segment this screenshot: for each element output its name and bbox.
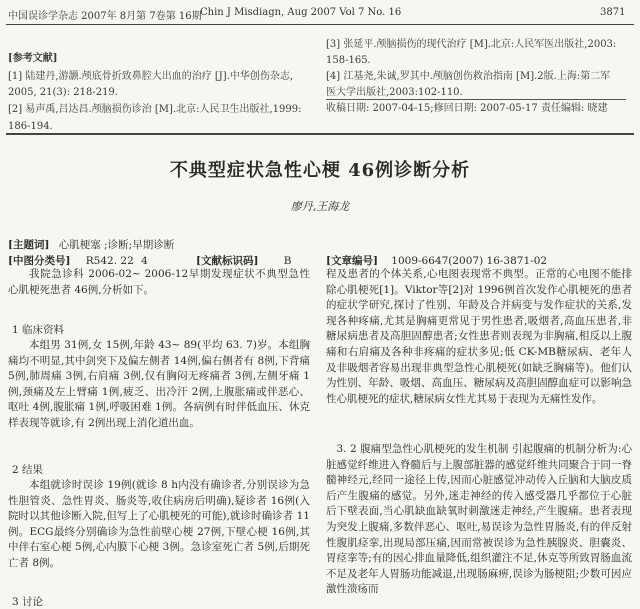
reference-4-cont: 医大学出版社,2003:102-110. (326, 87, 463, 98)
keywords-label: [主题词] (8, 239, 50, 251)
journal-header-left: 中国误诊学杂志 2007年 8月第 7卷第 16期 (8, 11, 202, 22)
journal-header-center: Chin J Misdiagn, Aug 2007 Vol 7 No. 16 (200, 7, 402, 18)
reference-2: [2] 易声禹,吕达昌.颅脑损伤诊治 [M].北京:人民卫生出版社,1999: (8, 104, 302, 115)
intro-paragraph: 我院急诊科 2006-02~ 2006-12早期发现症状不典型急性心肌梗死患者 46例,分析如下。 (8, 268, 310, 296)
section-2-body: 本组就诊时误诊 19例(就诊 8 h内没有确诊者,分别误诊为急性胆管炎、急性胃炎、肠炎等,收住病房后明确),疑诊者 16例(入院时以其他诊断入院,但写上了心肌梗死的可能),就诊时确诊者 11例。ECG最终分别确诊为急性前壁心梗 27例,下壁心梗 16例,其中伴右室心梗 5例,心内膜下心梗 3例。急诊室死亡者 5例,后期死亡者 8例。 (8, 479, 310, 569)
keywords-row (8, 237, 174, 252)
reference-1: [1] 陆建丹,游灏.颅底骨折致鼻腔大出血的治疗 [J].中华创伤杂志, (8, 71, 294, 82)
section-2-title: 2 结果 (12, 464, 44, 476)
clc-value: R542. 22 (85, 255, 134, 267)
section-1-body: 本组男 31例,女 15例,年龄 43~ 89(平均 63. 7)岁。本组胸痛均不明显,其中剑突下及偏左侧者 14例,偏右侧者有 8例,下背痛 5例,肺周痛 3例,右肩痛 3例,仅有胸闷无疼痛者 3例,左侧牙痛 1例,颈痛及左上臂痛 1例,疲乏、出冷汗 2例,上腹胀痛或伴恶心、呕吐 4例,腹胀痛 1例,呼吸困难 1例。各病例有时伴低血压、休克样表现等就诊,有 2例出现上消化道出血。 (8, 339, 310, 429)
clc-row (8, 253, 148, 268)
article-number-value: 1009-6647(2007) 16-3871-02 (391, 255, 548, 267)
article-number-label: [文章编号] (326, 255, 378, 267)
clc-label: [中图分类号] (8, 255, 71, 267)
discussion-paragraph-1: 程及患者的个体关系,心电图表现常不典型。正常的心电图不能排除心肌梗死[1]。Viktor等[2]对 1996例首次发作心肌梗死的患者的症状学研究,探讨了性别、年龄及合并病变与发作症状的关系,发现各种疼痛,尤其是胸痛更常见于男性患者,吸烟者,高血压患者,非糖尿病患者及高胆固醇患者;女性患者则表现为非胸痛,相反以上腹痛和右肩痛及各种非疼痛的症状多见;低 CK-MB糖尿病、老年人及非吸烟者容易出现非典型急性心肌梗死(如缺乏胸痛等)。他们认为性别、年龄、吸烟、高血压、糖尿病及高胆固醇血症可以影响急性心肌梗死的症状,糖尿病女性尤其易于表现为无痛性发作。 (326, 268, 632, 405)
doc-code-label: [文献标识码] (196, 255, 259, 267)
section-3-title: 3 讨论 (12, 596, 44, 608)
header-rule (6, 24, 634, 25)
discussion-paragraph-2: 3. 2 腹痛型急性心肌梗死的发生机制 引起腹痛的机制分析为:心脏感觉纤维进入脊髓后与上腹部脏器的感觉纤维共同聚合于同一脊髓神经元,经同一途径上传,因而心脏感觉冲动传入丘脑和大脑皮质后产生腹痛的感觉。另外,迷走神经的传入感受器几乎都位于心脏后下壁表面,当心肌缺血缺氧时刺激迷走神经,产生腹痛。患者表现为突发上腹痛,多数伴恶心、呕吐,易误诊为急性胃肠炎,有的伴反射性腹肌痉挛,出现局部压痛,因而常被误诊为急性胰腺炎、胆囊炎、胃痉挛等;有的因心排血量降低,组织灌注不足,休克等所致胃肠血流不足及老年人胃肠功能减退,出现肠麻痹,误诊为肠梗阻;少数可因应激性溃疡而 (326, 443, 632, 596)
reference-3-cont: 158-165. (326, 55, 371, 66)
doc-code-value: B (283, 255, 292, 267)
article-separator (6, 133, 634, 135)
reference-4: [4] 江基尧,朱诚,罗其中.颅脑创伤救治指南 [M].2版.上海:第二军 (326, 71, 611, 82)
section-1-title: 1 临床资料 (12, 324, 65, 336)
page-number: 3871 (600, 7, 626, 18)
keywords-value: 心肌梗塞 ;诊断;早期诊断 (58, 239, 175, 251)
reference-3: [3] 张延平.颅脑损伤的现代治疗 [M].北京:人民军医出版社,2003: (326, 39, 617, 50)
article-authors: 廖丹,王海龙 (290, 200, 350, 213)
reference-1-cont: 2005, 21(3): 218-219. (8, 87, 118, 98)
article-number-row (326, 253, 547, 268)
received-rule (326, 99, 626, 100)
article-title: 不典型症状急性心梗 46例诊断分析 (169, 160, 471, 181)
clc-number: 4 (141, 255, 148, 267)
reference-2-cont: 186-194. (8, 121, 53, 132)
received-info: 收稿日期: 2007-04-15;修回日期: 2007-05-17 责任编辑: 晓建 (326, 103, 608, 114)
doc-code-row (196, 253, 292, 268)
references-heading: [参考文献] (8, 53, 58, 64)
